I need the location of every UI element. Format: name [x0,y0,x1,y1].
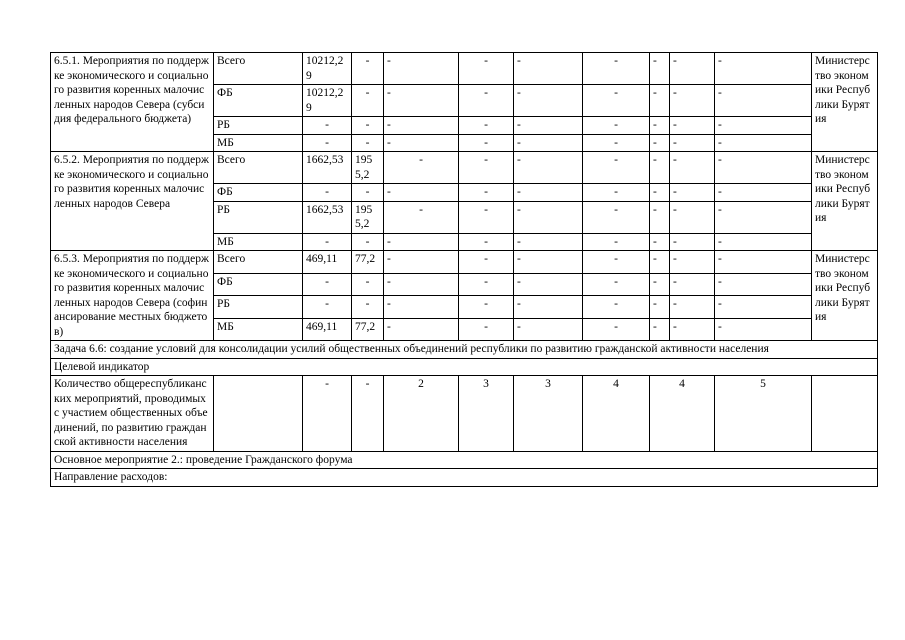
block-1-amount-total: 10212,29 [303,53,352,85]
dash-cell: - [514,117,583,135]
indicator-value-2: - [352,376,384,452]
block-3-y2-mb: 77,2 [352,318,384,341]
dash-cell: - [650,184,670,202]
dash-cell: - [583,85,650,117]
indicator-value-1: - [303,376,352,452]
main-event-row [51,451,878,469]
dash-cell: - [514,134,583,152]
block-3-label-fb: ФБ [214,273,303,296]
target-indicator-row [51,358,878,376]
dash-cell: - [384,184,459,202]
dash-cell: - [670,296,715,319]
indicator-row [51,376,878,452]
block-3-y2-fb: - [352,273,384,296]
budget-table [50,52,878,487]
dash-cell: - [384,296,459,319]
block-2-label-rb: РБ [214,201,303,233]
expense-direction-text: Направление расходов: [51,469,878,487]
block-2-amount-total: 1662,53 [303,152,352,184]
dash-cell: - [459,251,514,274]
block-1-amount-mb: - [303,134,352,152]
dash-cell: - [670,53,715,85]
dash-cell: - [583,201,650,233]
dash-cell: - [514,233,583,251]
block-2-ministry: Министерство экономики Республики Бурятия [812,152,878,251]
dash-cell: - [715,152,812,184]
dash-cell: - [514,251,583,274]
block-1-y2-mb: - [352,134,384,152]
dash-cell: - [583,134,650,152]
dash-cell: - [384,251,459,274]
dash-cell: - [715,233,812,251]
task-text: Задача 6.6: создание условий для консолидации усилий общественных объединений республики по развитию гражданской активности населения [51,341,878,359]
dash-cell: - [459,233,514,251]
dash-cell: - [459,318,514,341]
block-2-row-total [51,152,878,184]
dash-cell: - [650,117,670,135]
dash-cell: - [514,201,583,233]
dash-cell: - [715,53,812,85]
dash-cell: - [670,117,715,135]
block-2-label-total: Всего [214,152,303,184]
dash-cell: - [384,152,459,184]
dash-cell: - [715,134,812,152]
dash-cell: - [514,318,583,341]
dash-cell: - [715,251,812,274]
dash-cell: - [514,152,583,184]
block-1-label-fb: ФБ [214,85,303,117]
block-2-amount-mb: - [303,233,352,251]
dash-cell: - [514,53,583,85]
block-3-y2-total: 77,2 [352,251,384,274]
block-3-label-total: Всего [214,251,303,274]
indicator-value-7: 4 [650,376,715,452]
dash-cell: - [650,53,670,85]
block-1-y2-fb: - [352,85,384,117]
block-2-label-fb: ФБ [214,184,303,202]
block-2-y2-fb: - [352,184,384,202]
dash-cell: - [583,53,650,85]
indicator-empty-cell [812,376,878,452]
main-event-text: Основное мероприятие 2.: проведение Гражданского форума [51,451,878,469]
dash-cell: - [459,53,514,85]
block-2-amount-rb: 1662,53 [303,201,352,233]
dash-cell: - [583,318,650,341]
dash-cell: - [583,273,650,296]
dash-cell: - [670,251,715,274]
block-3-name: 6.5.3. Мероприятия по поддержке экономического и социального развития коренных малочисленных народов Севера (софинансирование местных бюджетов) [51,251,214,341]
indicator-empty-cell [214,376,303,452]
indicator-value-5: 3 [514,376,583,452]
dash-cell: - [650,85,670,117]
block-3-amount-fb: - [303,273,352,296]
dash-cell: - [384,85,459,117]
block-1-name: 6.5.1. Мероприятия по поддержке экономического и социального развития коренных малочисленных народов Севера (субсидия федерального бюджета) [51,53,214,152]
block-1-amount-rb: - [303,117,352,135]
block-1-amount-fb: 10212,29 [303,85,352,117]
dash-cell: - [514,184,583,202]
dash-cell: - [384,273,459,296]
dash-cell: - [650,251,670,274]
dash-cell: - [715,318,812,341]
dash-cell: - [514,296,583,319]
block-2-label-mb: МБ [214,233,303,251]
dash-cell: - [650,318,670,341]
dash-cell: - [384,318,459,341]
dash-cell: - [670,318,715,341]
dash-cell: - [514,273,583,296]
dash-cell: - [459,85,514,117]
block-1-row-total [51,53,878,85]
dash-cell: - [650,134,670,152]
block-2-name: 6.5.2. Мероприятия по поддержке экономического и социального развития коренных малочисленных народов Севера [51,152,214,251]
dash-cell: - [384,117,459,135]
indicator-value-6: 4 [583,376,650,452]
block-3-amount-rb: - [303,296,352,319]
indicator-value-3: 2 [384,376,459,452]
dash-cell: - [715,85,812,117]
block-1-label-total: Всего [214,53,303,85]
dash-cell: - [583,152,650,184]
block-3-amount-total: 469,11 [303,251,352,274]
dash-cell: - [384,53,459,85]
dash-cell: - [650,273,670,296]
dash-cell: - [670,85,715,117]
dash-cell: - [583,184,650,202]
dash-cell: - [670,134,715,152]
dash-cell: - [650,201,670,233]
dash-cell: - [459,117,514,135]
expense-direction-row [51,469,878,487]
block-3-amount-mb: 469,11 [303,318,352,341]
block-2-y2-mb: - [352,233,384,251]
dash-cell: - [384,233,459,251]
dash-cell: - [715,201,812,233]
target-indicator-text: Целевой индикатор [51,358,878,376]
dash-cell: - [650,296,670,319]
dash-cell: - [514,85,583,117]
dash-cell: - [384,201,459,233]
dash-cell: - [459,201,514,233]
block-3-row-total [51,251,878,274]
block-1-ministry: Министерство экономики Республики Бурятия [812,53,878,152]
block-2-amount-fb: - [303,184,352,202]
dash-cell: - [715,273,812,296]
indicator-name: Количество общереспубликанских мероприятий, проводимых с участием общественных объединений, по развитию гражданской активности населения [51,376,214,452]
block-3-label-rb: РБ [214,296,303,319]
dash-cell: - [459,296,514,319]
dash-cell: - [670,233,715,251]
indicator-value-8: 5 [715,376,812,452]
dash-cell: - [459,152,514,184]
dash-cell: - [459,273,514,296]
block-1-y2-rb: - [352,117,384,135]
dash-cell: - [384,134,459,152]
dash-cell: - [650,152,670,184]
dash-cell: - [670,273,715,296]
indicator-value-4: 3 [459,376,514,452]
dash-cell: - [670,152,715,184]
dash-cell: - [670,184,715,202]
dash-cell: - [670,201,715,233]
dash-cell: - [583,296,650,319]
block-1-label-rb: РБ [214,117,303,135]
dash-cell: - [650,233,670,251]
dash-cell: - [459,134,514,152]
dash-cell: - [715,296,812,319]
block-3-y2-rb: - [352,296,384,319]
dash-cell: - [715,117,812,135]
block-2-y2-rb: 1955,2 [352,201,384,233]
block-3-ministry: Министерство экономики Республики Бурятия [812,251,878,341]
dash-cell: - [583,251,650,274]
task-row [51,341,878,359]
dash-cell: - [583,117,650,135]
block-2-y2-total: 1955,2 [352,152,384,184]
block-1-y2-total: - [352,53,384,85]
dash-cell: - [459,184,514,202]
block-3-label-mb: МБ [214,318,303,341]
block-1-label-mb: МБ [214,134,303,152]
dash-cell: - [715,184,812,202]
dash-cell: - [583,233,650,251]
